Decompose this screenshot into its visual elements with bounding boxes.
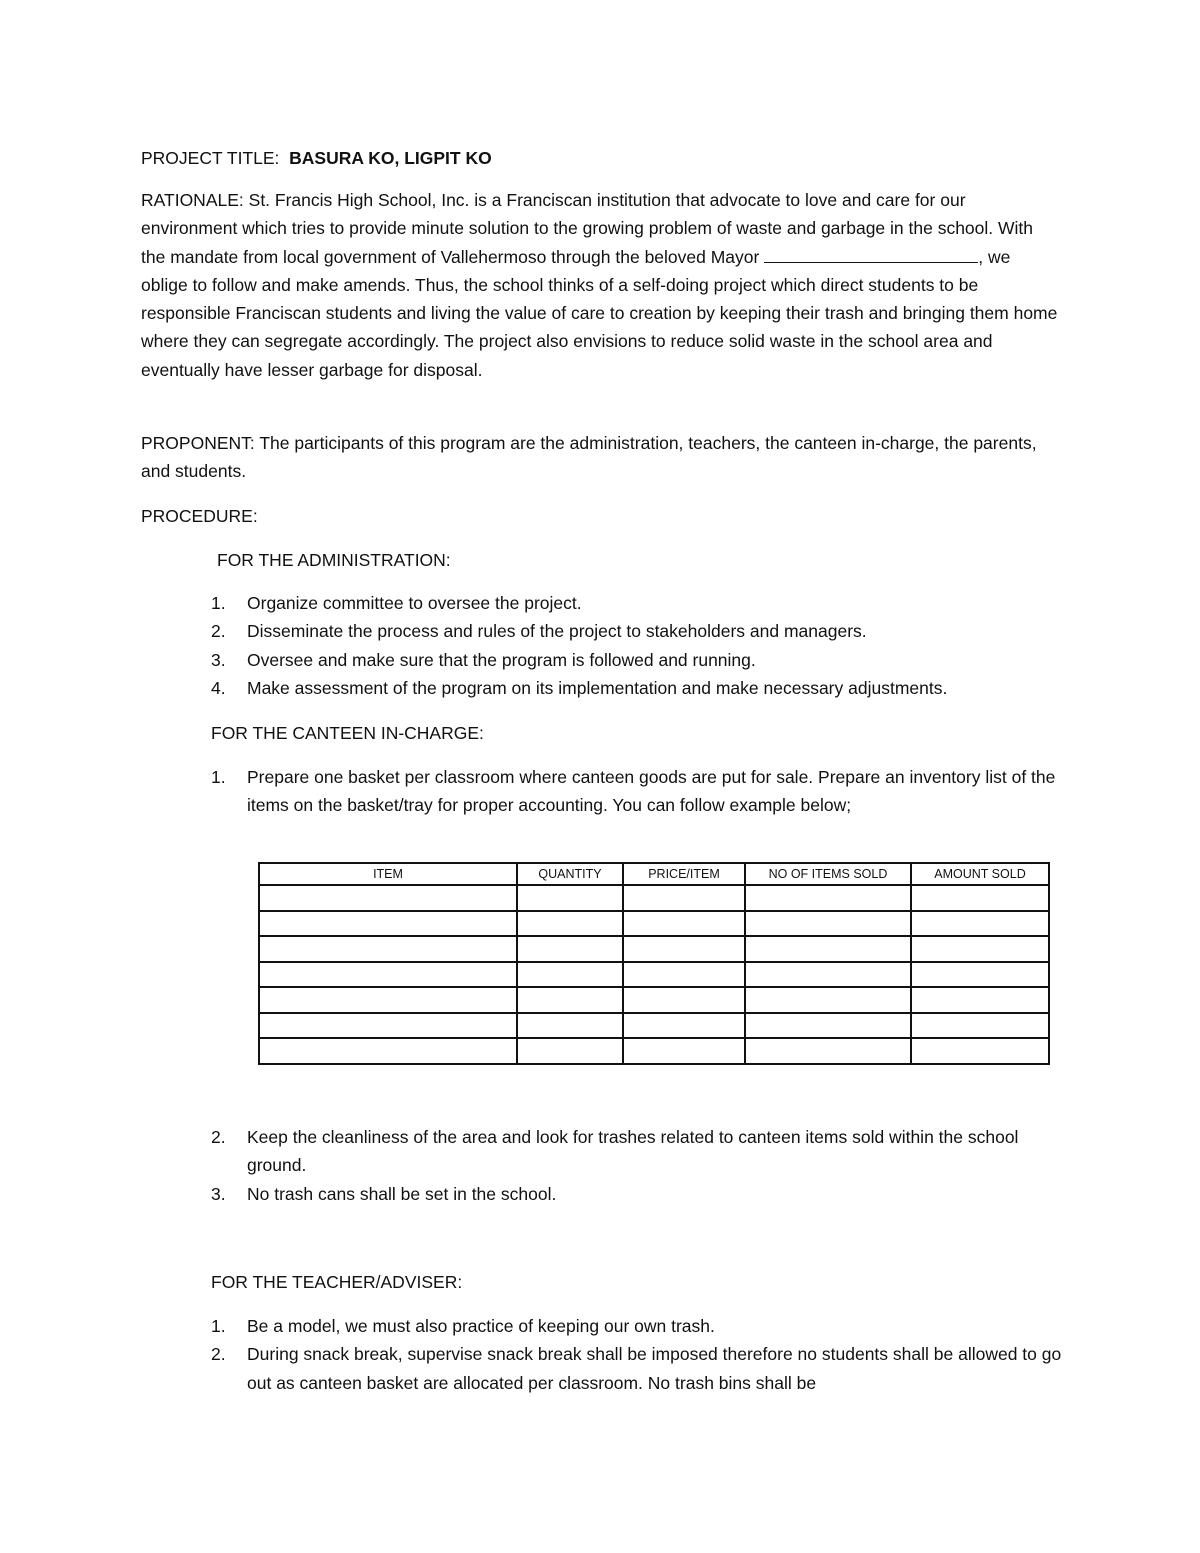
canteen-list-rest [211,1123,1071,1208]
table-cell [745,987,911,1013]
table-cell [517,936,623,962]
mayor-name-blank [764,244,978,263]
table-cell [259,885,517,911]
table-cell [623,1038,745,1064]
table-header-row [259,863,1049,885]
table-header-cell: PRICE/ITEM [623,863,745,885]
table-row [259,962,1049,988]
list-number: 4. [211,677,226,698]
table-cell [517,1013,623,1039]
table-cell [623,885,745,911]
list-text: Make assessment of the program on its implementation and make necessary adjustments. [247,677,948,698]
list-text: Oversee and make sure that the program is followed and running. [247,649,756,670]
table-cell [259,936,517,962]
table-header-cell: QUANTITY [517,863,623,885]
table-row [259,885,1049,911]
rationale-label: RATIONALE: [141,190,244,210]
table-row [259,936,1049,962]
table-cell [745,1038,911,1064]
project-title [141,144,1061,172]
table-cell [911,1013,1049,1039]
table-cell [745,1013,911,1039]
table-cell [911,1038,1049,1064]
table-cell [911,987,1049,1013]
list-number: 3. [211,649,226,670]
canteen-heading: FOR THE CANTEEN IN-CHARGE: [211,723,484,743]
table-row [259,911,1049,937]
list-text: Organize committee to oversee the project. [247,593,582,613]
rationale-paragraph [141,186,1061,384]
table-cell [517,987,623,1013]
rationale-text-before: St. Francis High School, Inc. is a Franciscan institution that advocate to love and care for our environment which tries to provide minute solution to the growing problem of waste and garbage in the school. With the mandate from local government of Vallehermoso through the beloved Mayor [141,190,1034,267]
table-cell [517,911,623,937]
canteen-list-first [211,763,1071,820]
table-cell [745,936,911,962]
list-number: 2. [211,621,226,642]
list-item [211,617,1071,645]
list-number: 1. [211,1316,226,1336]
teacher-heading: FOR THE TEACHER/ADVISER: [211,1272,463,1292]
administration-heading: FOR THE ADMINISTRATION: [217,550,451,570]
table-header-cell: ITEM [259,863,517,885]
table-header-cell: NO OF ITEMS SOLD [745,863,911,885]
list-item [211,763,1071,820]
list-item [211,1123,1071,1180]
table-cell [623,962,745,988]
list-item [211,674,1071,702]
rationale-text-after: , we oblige to follow and make amends. Thus, the school thinks of a self-doing project which direct students to be responsible Franciscan students and living the value of care to creation by keeping their trash and bringing them home where they can segregate accordingly. The project also envisions to reduce solid waste in the school area and eventually have lesser garbage for disposal. [141,246,1058,380]
table-cell [911,885,1049,911]
table-cell [517,962,623,988]
table-cell [623,1013,745,1039]
table-row [259,1038,1049,1064]
list-item [211,589,1071,617]
list-text: No trash cans shall be set in the school. [247,1183,557,1204]
list-number: 3. [211,1183,226,1204]
inventory-table [258,862,1050,1065]
proponent-paragraph [141,429,1061,486]
table-cell [745,911,911,937]
table-cell [259,962,517,988]
table-cell [623,987,745,1013]
table-cell [745,885,911,911]
table-cell [745,962,911,988]
proponent-text: The participants of this program are the administration, teachers, the canteen in-charge, the parents, and students. [141,433,1037,482]
procedure-label: PROCEDURE: [141,506,258,526]
project-title-label: PROJECT TITLE: [141,148,280,168]
table-cell [911,936,1049,962]
table-cell [259,987,517,1013]
proponent-label: PROPONENT: [141,433,255,453]
table-row [259,987,1049,1013]
project-title-value: BASURA KO, LIGPIT KO [289,148,492,168]
list-number: 1. [211,593,226,613]
table-row [259,1013,1049,1039]
table-header-cell: AMOUNT SOLD [911,863,1049,885]
table-cell [517,1038,623,1064]
list-item [211,1312,1071,1340]
list-number: 2. [211,1344,226,1365]
table-cell [911,911,1049,937]
table-cell [623,936,745,962]
list-item [211,1340,1071,1397]
list-text: During snack break, supervise snack break shall be imposed therefore no students shall be allowed to go out as canteen basket are allocated per classroom. No trash bins shall be [247,1344,1062,1393]
table-cell [517,885,623,911]
list-text: Keep the cleanliness of the area and look for trashes related to canteen items sold within the school ground. [247,1127,1019,1176]
table-cell [911,962,1049,988]
table-cell [259,1038,517,1064]
list-text: Disseminate the process and rules of the project to stakeholders and managers. [247,621,867,642]
list-item [211,646,1071,674]
administration-list [211,589,1071,702]
list-number: 1. [211,767,226,787]
list-number: 2. [211,1127,226,1147]
table-cell [623,911,745,937]
list-text: Be a model, we must also practice of keeping our own trash. [247,1316,715,1336]
list-item [211,1180,1071,1208]
teacher-list [211,1312,1071,1397]
table-cell [259,1013,517,1039]
table-cell [259,911,517,937]
list-text: Prepare one basket per classroom where canteen goods are put for sale. Prepare an inventory list of the items on the basket/tray for proper accounting. You can follow example below; [247,767,1056,816]
